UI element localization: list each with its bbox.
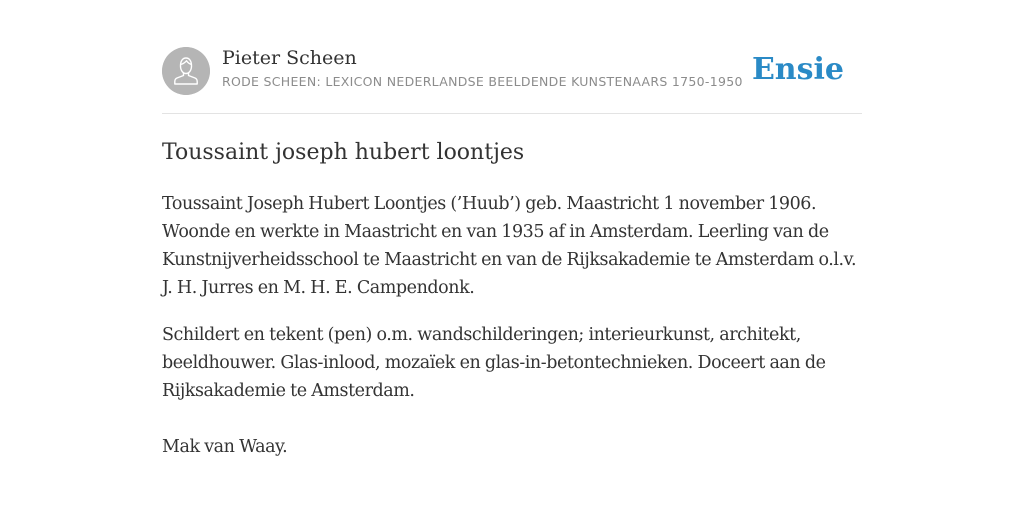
header-divider	[162, 113, 862, 114]
article-paragraph-2: Schildert en tekent (pen) o.m. wandschilderingen; interieurkunst, architekt, beeldhouwer. Glas-inlood, mozaïek en glas-in-betontechnieken. Doceert aan de Rijksakademie te Amsterdam.	[162, 325, 826, 401]
header	[162, 46, 862, 96]
author-name[interactable]: Pieter Scheen	[222, 47, 357, 69]
avatar[interactable]	[162, 47, 210, 95]
user-icon	[162, 47, 210, 95]
article-paragraph-1: Toussaint Joseph Hubert Loontjes (’Huub’) geb. Maastricht 1 november 1906. Woonde en werkte in Maastricht en van 1935 af in Amsterdam. Leerling van de Kunstnijverheidsschool te Maastricht en van de Rijksakademie te Amsterdam o.l.v. J. H. Jurres en M. H. E. Campendonk.	[162, 194, 857, 298]
article-signature: Mak van Waay.	[162, 437, 288, 457]
article-title: Toussaint joseph hubert loontjes	[162, 140, 525, 165]
source-title[interactable]: RODE SCHEEN: LEXICON NEDERLANDSE BEELDENDE KUNSTENAARS 1750-1950	[222, 74, 743, 89]
brand-logo[interactable]: Ensie	[751, 52, 844, 87]
